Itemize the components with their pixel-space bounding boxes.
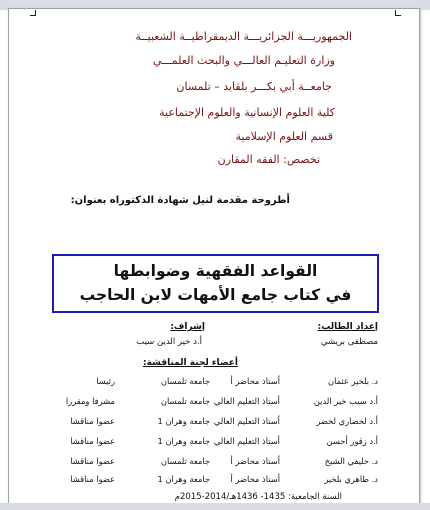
student-name: مصطفى بريشي (320, 337, 378, 347)
member-university: جامعة تلمسان (160, 396, 210, 406)
member-name: أ.د سيب خير الدين (313, 396, 378, 406)
member-role: عضوا مناقشا (70, 456, 115, 466)
specialty-line: تخصص: الفقه المقارن (217, 153, 320, 166)
member-rank: أستاذ التعليم العالي (213, 436, 280, 446)
thesis-title-line-2: في كتاب جامع الأمهات لابن الحاجب (79, 286, 352, 304)
student-label: إعداد الطالب: (317, 322, 378, 332)
thesis-title-line-1: القواعد الفقهية وضوابطها (113, 262, 318, 280)
member-rank: أستاذ التعليم العالي (213, 416, 280, 426)
thesis-title-box (52, 254, 379, 313)
department-line: قسم العلوم الإسلامية (235, 130, 333, 143)
member-name: د. خليفي الشيخ (324, 456, 378, 466)
committee-row (0, 436, 430, 450)
member-university: جامعة وهران 1 (157, 474, 210, 484)
member-rank: أستاذ محاضر أ (230, 456, 280, 466)
committee-label: أعضاء لجنة المناقشة: (142, 358, 238, 368)
member-name: د. بلخير عثمان (328, 376, 378, 386)
crop-mark-left (30, 10, 36, 16)
member-university: جامعة تلمسان (160, 376, 210, 386)
committee-row (0, 474, 430, 488)
member-rank: أستاذ محاضر أ (230, 474, 280, 484)
member-name: أ.د لخضاري لخضر (316, 416, 378, 426)
university-line: جامعــة أبي بكـــر بلقايد – تلمسان (176, 80, 332, 93)
member-university: جامعة تلمسان (160, 456, 210, 466)
supervisor-label: إشراف: (170, 322, 205, 332)
supervisor-name: أ.د خير الدين سيب (136, 337, 202, 347)
member-university: جامعة وهران 1 (157, 436, 210, 446)
ministry-line: وزارة التعليـم العالـــي والبحث العلمـــي (152, 54, 335, 67)
member-university: جامعة وهران 1 (157, 416, 210, 426)
committee-row (0, 376, 430, 390)
member-role: عضوا مناقشا (70, 436, 115, 446)
academic-year: السنة الجامعية: 1435- 1436هـ/2014-2015م (174, 492, 342, 502)
member-rank: أستاذ التعليم العالي (213, 396, 280, 406)
committee-row (0, 456, 430, 470)
viewer-bottom-bar (0, 503, 430, 510)
member-role: عضوا مناقشا (70, 474, 115, 484)
member-role: عضوا مناقشا (70, 416, 115, 426)
faculty-line: كلية العلوم الإنسانية والعلوم الإجتماعية (159, 106, 335, 119)
member-name: أ.د زقور أحسن (326, 436, 378, 446)
republic-line: الجمهوريـــة الجزائريـــة الديمقراطيــة الشعبيــة (135, 30, 352, 43)
member-name: د. طاهري بلخير (324, 474, 378, 484)
thesis-intro: أطروحة مقدمة لنيل شهادة الدكتوراه بعنوان: (70, 195, 290, 206)
member-rank: أستاذ محاضر أ (230, 376, 280, 386)
crop-mark-right (395, 10, 401, 16)
committee-row (0, 396, 430, 410)
member-role: مشرفا ومقررا (65, 396, 115, 406)
committee-row (0, 416, 430, 430)
member-role: رئيسا (96, 376, 115, 386)
